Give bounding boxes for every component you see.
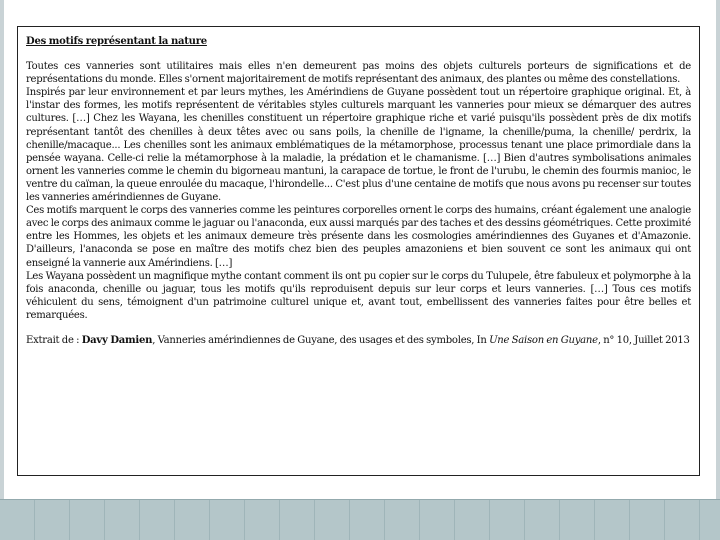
citation-title: , Vanneries amérindiennes de Guyane, des usages et des symboles, In xyxy=(152,334,490,346)
right-frame-edge xyxy=(716,0,720,540)
citation-journal: Une Saison en Guyane xyxy=(489,334,598,346)
citation xyxy=(26,334,691,347)
body-text: Toutes ces vanneries sont utilitaires mais elles n'en demeurent pas moins des objets culturels porteurs de significations et de représentations du monde. Elles s'ornent majoritairement de motifs représentant des animaux, des plantes ou même des constellations. Inspirés par leur environnement et par leurs mythes, les Amérindiens de Guyane possèdent tout un répertoire graphique original. Et, à l'instar des formes, les motifs représentent de véritables styles culturels marquant les vanneries pour mieux se démarquer des autres cultures. […] Chez les Wayana, les chenilles constituent un répertoire graphique riche et varié puisqu'ils possèdent près de dix motifs représentant tantôt des chenilles à deux têtes avec ou sans poils, la chenille de l'igname, la chenille/puma, la chenille/ perdrix, la chenille/macaque... Les chenilles sont les animaux emblématiques de la métamorphose, processus tenant une place primordiale dans la pensée wayana. Celle-ci relie la métamorphose à la maladie, la prédation et le chamanisme. […] Bien d'autres symbolisations animales ornent les vanneries comme le chemin du bigorneau mantuni, la carapace de tortue, le front de l'urubu, le chemin des fourmis manioc, le ventre du caïman, la queue enroulée du macaque, l'hirondelle... C'est plus d'une centaine de motifs que nous avons pu recenser sur toutes les vanneries amérindiennes de Guyane. Ces motifs marquent le corps des vanneries comme les peintures corporelles ornent le corps des humains, créant également une analogie avec le corps des animaux comme le jaguar ou l'anaconda, eux aussi marqués par des taches et des dessins géométriques. Cette proximité entre les Hommes, les objets et les animaux demeure très présente dans les cosmologies amérindiennes des Guyanes et d'Amazonie. D'ailleurs, l'anaconda se pose en maître des motifs chez bien des peuples amazoniens et bien souvent ce sont les animaux qui ont enseigné la vannerie aux Amérindiens. […] Les Wayana possèdent un magnifique mythe contant comment ils ont pu copier sur le corps du Tulupele, être fabuleux et polymorphe à la fois anaconda, chenille ou jaguar, tous les motifs qu'ils reproduisent depuis sur leur corps et leurs vanneries. […] Tous ces motifs véhiculent du sens, témoignent d'un patrimoine culturel unique et, avant tout, embellissent des vanneries faites pour être belles et remarquées. xyxy=(26,61,691,321)
left-frame-edge xyxy=(0,0,4,540)
citation-prefix: Extrait de : xyxy=(26,334,82,346)
document-title: Des motifs représentant la nature xyxy=(26,36,207,47)
text-box xyxy=(17,26,700,476)
citation-author: Davy Damien xyxy=(81,334,153,346)
citation-issue: , n° 10, Juillet 2013 xyxy=(597,334,690,346)
footer-bar xyxy=(0,499,720,540)
